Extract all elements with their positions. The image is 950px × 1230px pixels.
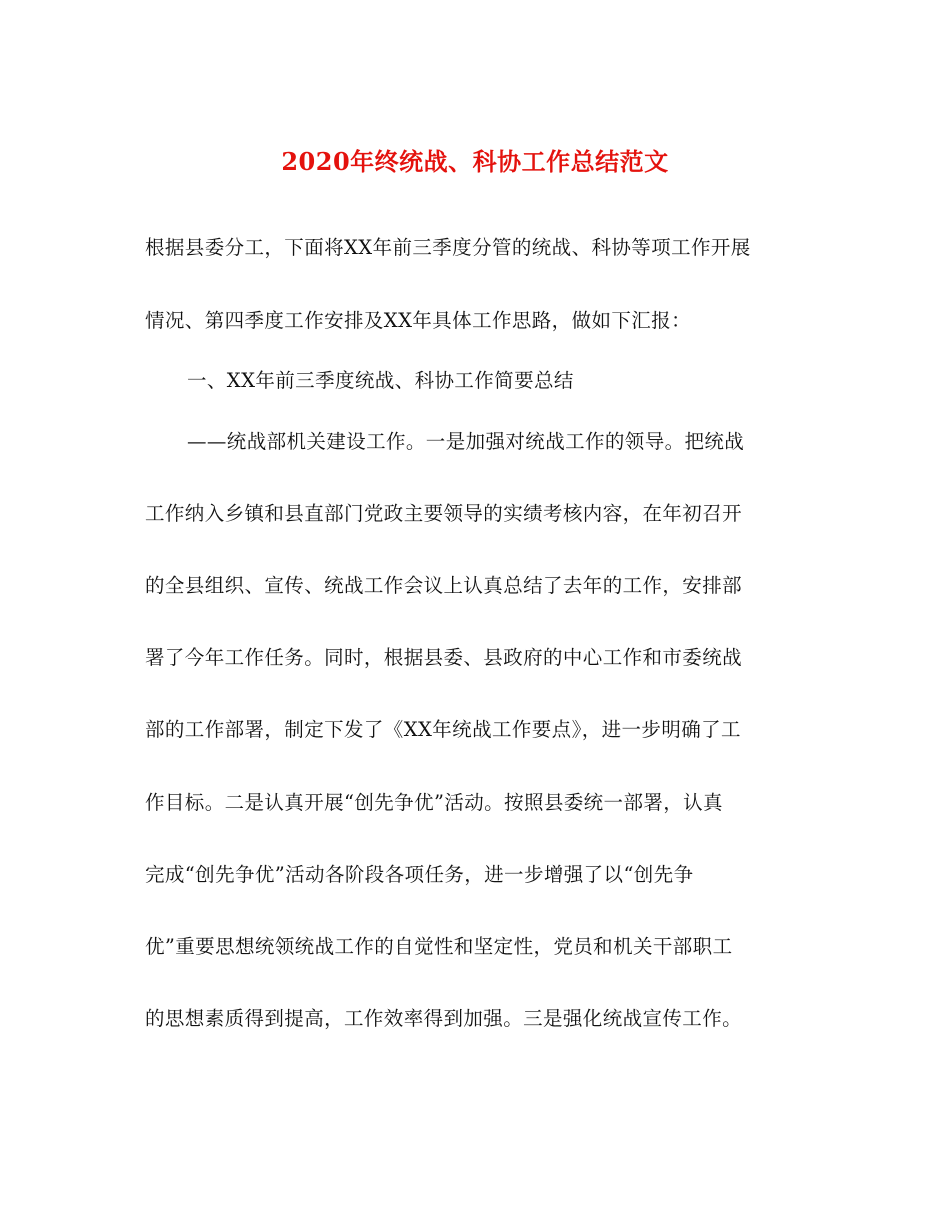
paragraph-line: 作目标。二是认真开展“创先争优”活动。按照县委统一部署，认真 xyxy=(145,791,723,814)
paragraph-line: 的全县组织、宣传、统战工作会议上认真总结了去年的工作，安排部 xyxy=(145,574,743,597)
paragraph-line: 工作纳入乡镇和县直部门党政主要领导的实绩考核内容，在年初召开 xyxy=(145,502,743,525)
section-heading: 一、XX年前三季度统战、科协工作简要总结 xyxy=(187,369,574,392)
paragraph-line: 完成“创先争优”活动各阶段各项任务，进一步增强了以“创先争 xyxy=(145,863,694,886)
paragraph-line: 优”重要思想统领统战工作的自觉性和坚定性，党员和机关干部职工 xyxy=(145,935,733,958)
paragraph-line: 的思想素质得到提高，工作效率得到加强。三是强化统战宣传工作。 xyxy=(145,1007,743,1030)
paragraph-line: 情况、第四季度工作安排及XX年具体工作思路，做如下汇报： xyxy=(145,309,691,332)
paragraph-line: 署了今年工作任务。同时，根据县委、县政府的中心工作和市委统战 xyxy=(145,646,743,669)
paragraph-line: ——统战部机关建设工作。一是加强对统战工作的领导。把统战 xyxy=(187,430,745,453)
paragraph-line: 根据县委分工，下面将XX年前三季度分管的统战、科协等项工作开展 xyxy=(145,236,751,259)
document-title: 2020年终统战、科协工作总结范文 xyxy=(281,147,669,176)
paragraph-line: 部的工作部署，制定下发了《XX年统战工作要点》，进一步明确了工 xyxy=(145,718,741,741)
